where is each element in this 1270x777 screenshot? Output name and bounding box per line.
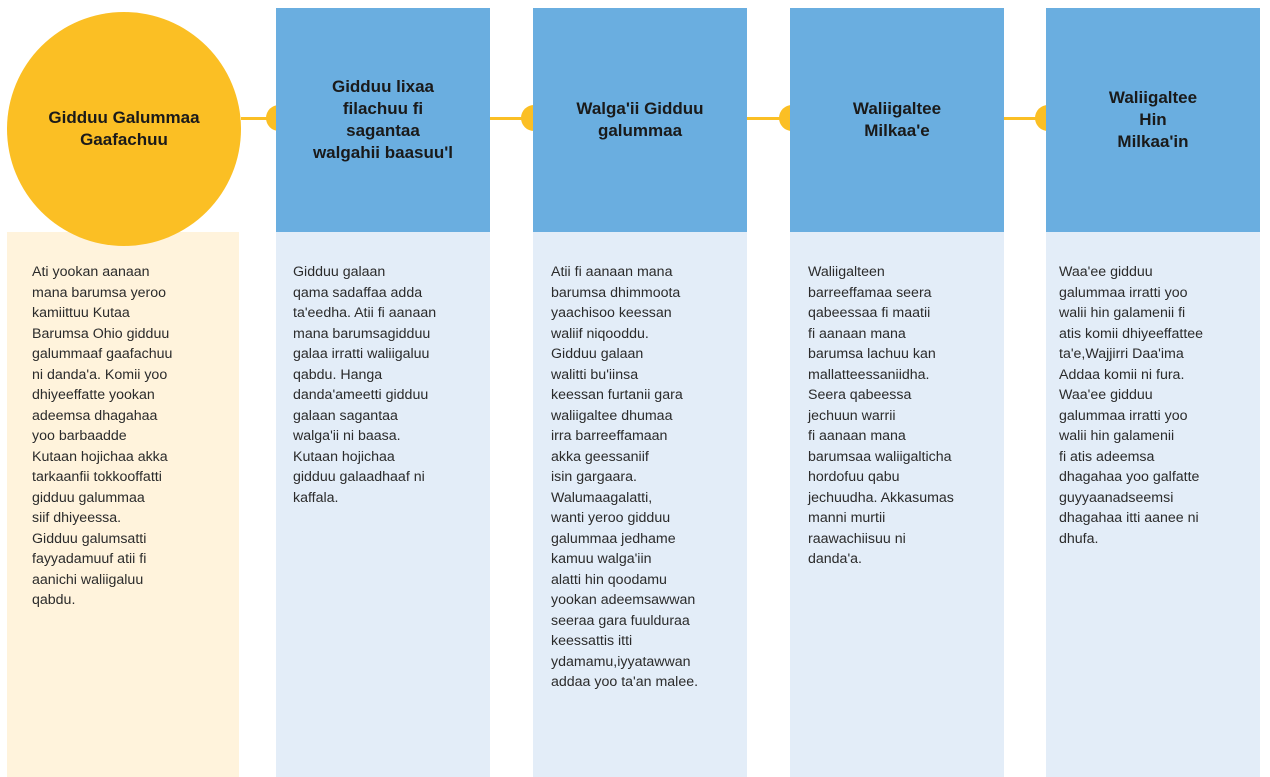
step-1-circle-header	[7, 12, 241, 246]
step-4-header	[790, 8, 1004, 232]
step-2-header	[276, 8, 490, 232]
step-5-description: Waa'ee gidduu galummaa irratti yoo walii hin galamenii fi atis komii dhiyeeffattee ta'e,Wajjirri Daa'ima Addaa komii ni fura. Waa'ee gidduu galummaa irratti yoo walii hin galamenii fi atis adeemsa dhagahaa yoo galfatte guyyaanadseemsi dhagahaa itti aanee ni dhufa.	[1059, 264, 1204, 547]
step-4-title: Waliigaltee Milkaa'e	[852, 99, 942, 140]
step-1-description: Ati yookan aanaan mana barumsa yeroo kamiittuu Kutaa Barumsa Ohio gidduu galummaaf gaafachuu ni danda'a. Komii yoo dhiyeeffatte yookan adeemsa dhagahaa yoo barbaadde Kutaan hojichaa akka tarkaanfii tokkooffatti gidduu galummaa siif dhiyeessa. Gidduu galumsatti fayyadamuuf atii fi aanichi waliigaluu qabdu.	[32, 264, 173, 608]
step-3-title: Walga'ii Gidduu galummaa	[576, 99, 704, 140]
step-2-title: Gidduu lixaa filachuu fi sagantaa walgahii baasuu'l	[312, 77, 454, 162]
step-5-header	[1046, 8, 1260, 232]
step-5-title: Waliigaltee Hin Milkaa'in	[1108, 88, 1198, 151]
step-4-description: Waliigalteen barreeffamaa seera qabeessaa fi maatii fi aanaan mana barumsa lachuu kan mallatteessaniidha. Seera qabeessa jechuun warrii fi aanaan mana barumsaa waliigalticha hordofuu qabu jechuudha. Akkasumas manni murtii raawachiisuu ni danda'a.	[808, 264, 954, 567]
step-2-description: Gidduu galaan qama sadaffaa adda ta'eedha. Atii fi aanaan mana barumsagidduu galaa irratti waliigaluu qabdu. Hanga danda'ameetti gidduu galaan sagantaa walga'ii ni baasa. Kutaan hojichaa gidduu galaadhaaf ni kaffala.	[293, 264, 437, 506]
step-1-title: Gidduu Galummaa Gaafachuu	[48, 108, 200, 149]
step-3-description: Atii fi aanaan mana barumsa dhimmoota yaachisoo keessan waliif niqooddu. Gidduu galaan walitti bu'iinsa keessan furtanii gara waliigaltee dhumaa irra barreeffamaan akka geessaniif isin gargaara. Walumaagalatti, wanti yeroo gidduu galummaa jedhame kamuu walga'iin alatti hin qoodamu yookan adeemsawwan seeraa gara fuulduraa keessattis itti ydamamu,iyyatawwan addaa yoo ta'an malee.	[551, 264, 699, 690]
step-3-header	[533, 8, 747, 232]
